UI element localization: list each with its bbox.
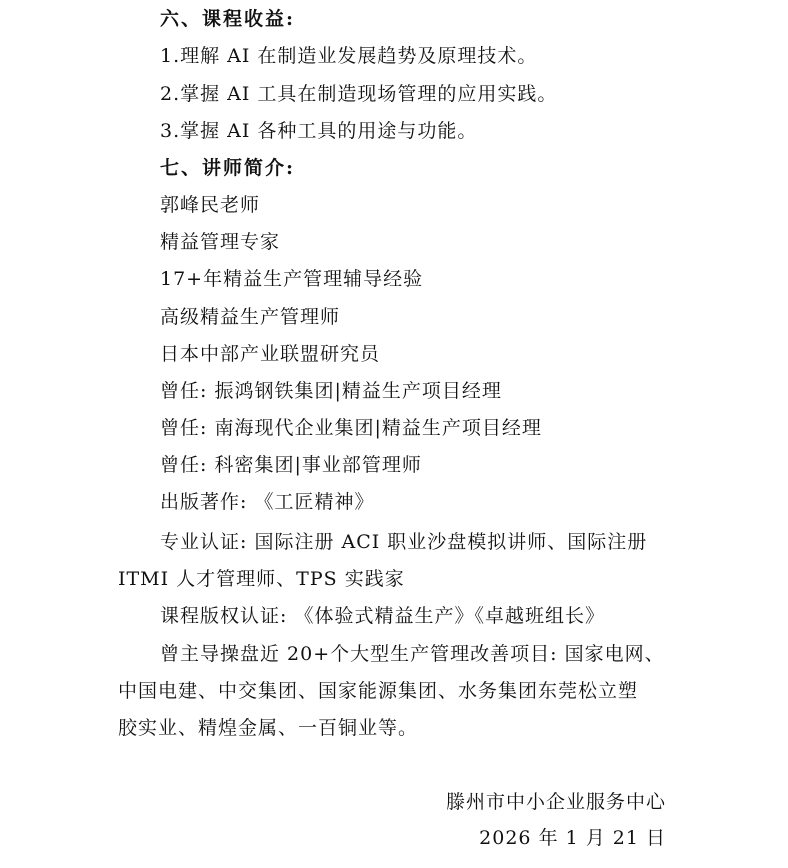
benefit-item-1: 1.理解 AI 在制造业发展趋势及原理技术。: [160, 45, 538, 67]
lecturer-name: 郭峰民老师: [160, 194, 261, 216]
lecturer-research-role: 日本中部产业联盟研究员: [160, 343, 381, 365]
course-copyright: 课程版权认证: 《体验式精益生产》《卓越班组长》: [160, 605, 605, 627]
issue-date: 2026 年 1 月 21 日: [479, 827, 666, 849]
former-position-1: 曾任: 振鸿钢铁集团|精益生产项目经理: [160, 380, 502, 402]
issuing-organization: 滕州市中小企业服务中心: [445, 791, 666, 813]
former-position-3: 曾任: 科密集团|事业部管理师: [160, 454, 422, 476]
certification-line-2: ITMI 人才管理师、TPS 实践家: [118, 568, 405, 590]
projects-line-1: 曾主导操盘近 20+个大型生产管理改善项目: 国家电网、: [160, 643, 665, 665]
benefit-item-3: 3.掌握 AI 各种工具的用途与功能。: [160, 120, 478, 142]
lecturer-experience: 17+年精益生产管理辅导经验: [160, 268, 424, 290]
section6-heading: 六、课程收益:: [160, 8, 296, 30]
certification-line-1: 专业认证: 国际注册 ACI 职业沙盘模拟讲师、国际注册: [160, 531, 648, 553]
published-work: 出版著作: 《工匠精神》: [160, 491, 375, 513]
lecturer-title: 精益管理专家: [160, 231, 281, 253]
former-position-2: 曾任: 南海现代企业集团|精益生产项目经理: [160, 417, 542, 439]
projects-line-3: 胶实业、精煌金属、一百铜业等。: [118, 717, 419, 739]
benefit-item-2: 2.掌握 AI 工具在制造现场管理的应用实践。: [160, 83, 558, 105]
section7-heading: 七、讲师简介:: [160, 157, 296, 179]
projects-line-2: 中国电建、中交集团、国家能源集团、水务集团东莞松立塑: [118, 680, 639, 702]
lecturer-qualification: 高级精益生产管理师: [160, 306, 341, 328]
